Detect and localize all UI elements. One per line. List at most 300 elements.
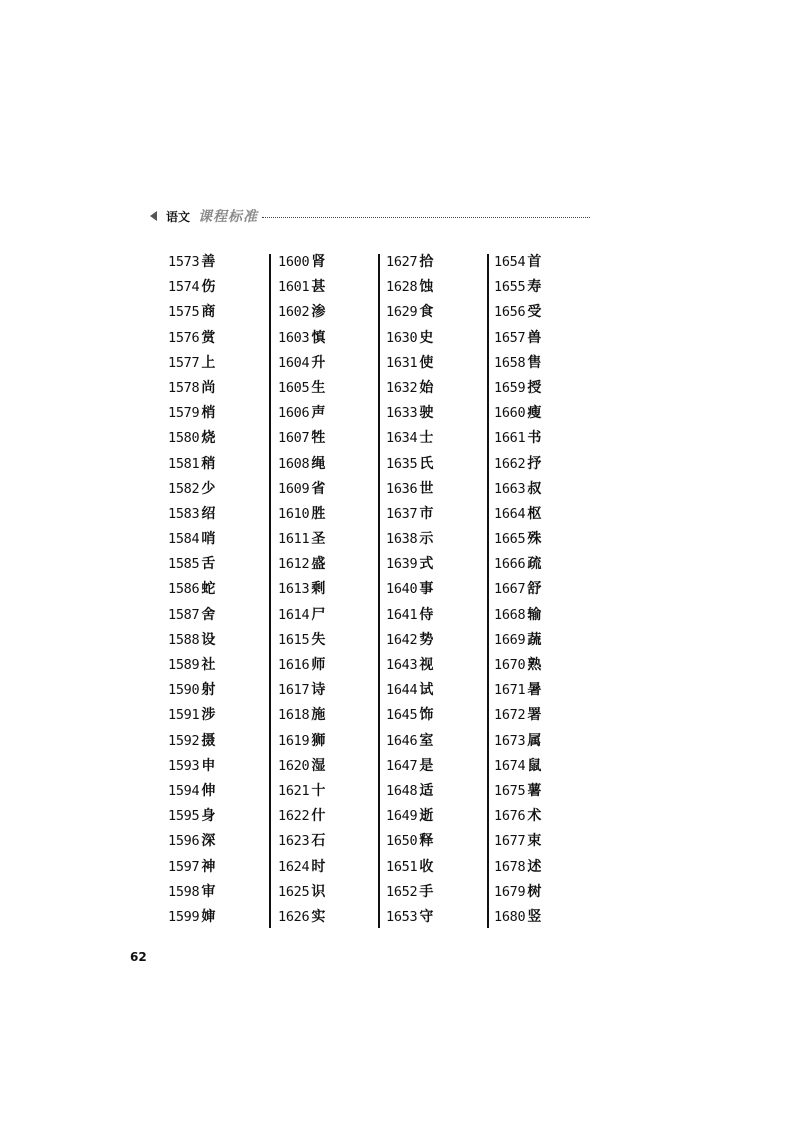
entry-number: 1620	[278, 757, 310, 774]
list-item	[278, 376, 378, 401]
entry-number: 1664	[494, 505, 526, 522]
entry-character: 少	[201, 480, 216, 497]
list-item	[168, 754, 268, 779]
entry-number: 1663	[494, 480, 526, 497]
entry-character: 视	[419, 657, 434, 673]
entry-character: 实	[311, 908, 326, 925]
entry-character: 施	[311, 707, 326, 724]
entry-number: 1618	[278, 707, 310, 724]
entry-character: 输	[527, 606, 542, 623]
entry-character: 舍	[201, 606, 216, 623]
list-item	[278, 300, 378, 325]
entry-number: 1659	[494, 379, 526, 396]
entry-number: 1670	[494, 657, 526, 673]
entry-character: 暑	[527, 682, 542, 699]
list-item	[278, 829, 378, 854]
list-item	[494, 477, 594, 502]
entry-number: 1609	[278, 480, 310, 497]
entry-character: 寿	[527, 279, 542, 296]
entry-character: 拾	[419, 254, 434, 270]
list-item	[386, 779, 486, 804]
entry-character: 申	[201, 757, 216, 774]
entry-character: 梢	[201, 405, 216, 422]
entry-character: 束	[527, 833, 542, 850]
entry-number: 1594	[168, 782, 200, 799]
list-item	[494, 779, 594, 804]
entry-character: 述	[527, 858, 542, 875]
entry-number: 1627	[386, 254, 418, 270]
entry-number: 1628	[386, 279, 418, 296]
entry-number: 1648	[386, 782, 418, 799]
entry-number: 1585	[168, 556, 200, 573]
entry-character: 授	[527, 379, 542, 396]
list-item	[386, 452, 486, 477]
list-item	[494, 855, 594, 880]
list-item	[278, 527, 378, 552]
list-item	[386, 552, 486, 577]
entry-character: 势	[419, 631, 434, 648]
list-item	[386, 703, 486, 728]
entry-character: 枢	[527, 505, 542, 522]
list-item	[494, 703, 594, 728]
list-item	[168, 452, 268, 477]
entry-character: 石	[311, 833, 326, 850]
list-item	[278, 426, 378, 451]
list-item	[278, 653, 378, 678]
entry-number: 1607	[278, 430, 310, 447]
entry-character: 失	[311, 631, 326, 648]
list-item	[494, 300, 594, 325]
list-item	[168, 275, 268, 300]
entry-character: 善	[201, 254, 216, 270]
entry-character: 剩	[311, 581, 326, 598]
list-item	[168, 552, 268, 577]
entry-character: 疏	[527, 556, 542, 573]
entry-character: 始	[419, 379, 434, 396]
list-item	[386, 855, 486, 880]
entry-number: 1633	[386, 405, 418, 422]
entry-number: 1612	[278, 556, 310, 573]
list-item	[278, 452, 378, 477]
list-item	[494, 880, 594, 905]
entry-number: 1661	[494, 430, 526, 447]
list-item	[168, 855, 268, 880]
entry-character: 牲	[311, 430, 326, 447]
entry-character: 事	[419, 581, 434, 598]
list-item	[278, 804, 378, 829]
entry-number: 1588	[168, 631, 200, 648]
entry-number: 1623	[278, 833, 310, 850]
entry-number: 1645	[386, 707, 418, 724]
entry-number: 1603	[278, 329, 310, 346]
entry-character: 鼠	[527, 757, 542, 774]
list-item	[386, 628, 486, 653]
list-item	[386, 653, 486, 678]
entry-number: 1615	[278, 631, 310, 648]
entry-character: 神	[201, 858, 216, 875]
entry-character: 首	[527, 254, 542, 270]
list-item	[278, 250, 378, 275]
list-item	[168, 905, 268, 930]
list-item	[494, 502, 594, 527]
entry-character: 深	[201, 833, 216, 850]
entry-number: 1636	[386, 480, 418, 497]
list-item	[386, 527, 486, 552]
entry-character: 受	[527, 304, 542, 321]
list-item	[278, 729, 378, 754]
entry-character: 射	[201, 682, 216, 699]
list-item	[494, 376, 594, 401]
column-divider	[269, 254, 271, 928]
entry-character: 食	[419, 304, 434, 321]
list-item	[386, 326, 486, 351]
list-item	[278, 905, 378, 930]
entry-number: 1581	[168, 455, 200, 472]
character-column-4	[494, 250, 594, 930]
entry-number: 1593	[168, 757, 200, 774]
entry-character: 是	[419, 757, 434, 774]
list-item	[278, 855, 378, 880]
entry-character: 婶	[201, 908, 216, 925]
list-item	[494, 754, 594, 779]
list-item	[386, 603, 486, 628]
entry-number: 1578	[168, 379, 200, 396]
entry-character: 伤	[201, 279, 216, 296]
entry-number: 1624	[278, 858, 310, 875]
header-title: 课程标准	[198, 209, 259, 225]
page-number: 62	[130, 950, 147, 964]
entry-character: 史	[419, 329, 434, 346]
entry-character: 稍	[201, 455, 216, 472]
entry-number: 1668	[494, 606, 526, 623]
list-item	[386, 275, 486, 300]
entry-character: 式	[419, 556, 434, 573]
list-item	[168, 326, 268, 351]
entry-character: 胜	[311, 505, 326, 522]
entry-number: 1630	[386, 329, 418, 346]
list-item	[386, 401, 486, 426]
entry-character: 市	[419, 505, 434, 522]
entry-number: 1577	[168, 354, 200, 371]
entry-character: 绍	[201, 505, 216, 522]
list-item	[168, 577, 268, 602]
entry-character: 叔	[527, 480, 542, 497]
list-item	[168, 703, 268, 728]
entry-number: 1678	[494, 858, 526, 875]
list-item	[386, 729, 486, 754]
entry-number: 1595	[168, 808, 200, 825]
entry-character: 瘦	[527, 405, 542, 422]
list-item	[494, 653, 594, 678]
list-item	[386, 300, 486, 325]
list-item	[168, 653, 268, 678]
entry-number: 1591	[168, 707, 200, 724]
list-item	[168, 502, 268, 527]
entry-character: 什	[311, 808, 326, 825]
entry-character: 守	[419, 908, 434, 925]
entry-number: 1576	[168, 329, 200, 346]
list-item	[278, 779, 378, 804]
entry-character: 示	[419, 531, 434, 548]
entry-character: 术	[527, 808, 542, 825]
list-item	[278, 326, 378, 351]
entry-number: 1660	[494, 405, 526, 422]
list-item	[278, 577, 378, 602]
entry-character: 慎	[311, 329, 326, 346]
entry-character: 湿	[311, 757, 326, 774]
list-item	[168, 804, 268, 829]
left-arrow-icon	[150, 211, 157, 221]
entry-number: 1579	[168, 405, 200, 422]
entry-character: 甚	[311, 279, 326, 296]
list-item	[494, 275, 594, 300]
entry-number: 1653	[386, 908, 418, 925]
entry-number: 1596	[168, 833, 200, 850]
entry-character: 升	[311, 354, 326, 371]
character-column-3	[386, 250, 486, 930]
list-item	[278, 703, 378, 728]
entry-number: 1672	[494, 707, 526, 724]
entry-number: 1590	[168, 682, 200, 699]
entry-character: 熟	[527, 657, 542, 673]
entry-character: 薯	[527, 782, 542, 799]
entry-number: 1602	[278, 304, 310, 321]
entry-character: 十	[311, 782, 326, 799]
entry-character: 手	[419, 883, 434, 900]
header-subject: 语文	[166, 209, 191, 224]
list-item	[494, 628, 594, 653]
list-item	[278, 678, 378, 703]
entry-character: 师	[311, 657, 326, 673]
entry-character: 收	[419, 858, 434, 875]
entry-number: 1652	[386, 883, 418, 900]
list-item	[168, 376, 268, 401]
list-item	[386, 376, 486, 401]
entry-character: 售	[527, 354, 542, 371]
entry-number: 1574	[168, 279, 200, 296]
entry-number: 1632	[386, 379, 418, 396]
list-item	[494, 603, 594, 628]
entry-number: 1657	[494, 329, 526, 346]
entry-character: 殊	[527, 531, 542, 548]
list-item	[168, 426, 268, 451]
entry-number: 1617	[278, 682, 310, 699]
entry-character: 上	[201, 354, 216, 371]
list-item	[278, 477, 378, 502]
list-item	[494, 426, 594, 451]
entry-character: 盛	[311, 556, 326, 573]
entry-number: 1647	[386, 757, 418, 774]
entry-character: 释	[419, 833, 434, 850]
entry-character: 兽	[527, 329, 542, 346]
entry-number: 1635	[386, 455, 418, 472]
entry-character: 蛇	[201, 581, 216, 598]
entry-number: 1613	[278, 581, 310, 598]
entry-number: 1666	[494, 556, 526, 573]
entry-number: 1582	[168, 480, 200, 497]
list-item	[168, 527, 268, 552]
list-item	[494, 351, 594, 376]
entry-number: 1589	[168, 657, 200, 673]
entry-number: 1608	[278, 455, 310, 472]
entry-number: 1680	[494, 908, 526, 925]
header-dotted-rule	[262, 217, 590, 218]
entry-character: 商	[201, 304, 216, 321]
character-column-1	[168, 250, 268, 930]
entry-number: 1637	[386, 505, 418, 522]
entry-number: 1597	[168, 858, 200, 875]
list-item	[168, 250, 268, 275]
entry-number: 1650	[386, 833, 418, 850]
entry-number: 1622	[278, 808, 310, 825]
entry-character: 逝	[419, 808, 434, 825]
entry-number: 1621	[278, 782, 310, 799]
entry-character: 哨	[201, 531, 216, 548]
list-item	[386, 678, 486, 703]
entry-number: 1634	[386, 430, 418, 447]
list-item	[386, 351, 486, 376]
list-item	[278, 754, 378, 779]
list-item	[494, 829, 594, 854]
entry-number: 1610	[278, 505, 310, 522]
entry-number: 1600	[278, 254, 310, 270]
entry-number: 1619	[278, 732, 310, 749]
entry-character: 烧	[201, 430, 216, 447]
entry-character: 尸	[311, 606, 326, 623]
list-item	[278, 880, 378, 905]
entry-character: 生	[311, 379, 326, 396]
list-item	[168, 401, 268, 426]
entry-number: 1658	[494, 354, 526, 371]
entry-number: 1631	[386, 354, 418, 371]
entry-character: 抒	[527, 455, 542, 472]
list-item	[494, 527, 594, 552]
entry-character: 渗	[311, 304, 326, 321]
entry-character: 赏	[201, 329, 216, 346]
entry-number: 1677	[494, 833, 526, 850]
list-item	[494, 729, 594, 754]
entry-number: 1673	[494, 732, 526, 749]
entry-number: 1598	[168, 883, 200, 900]
list-item	[386, 477, 486, 502]
list-item	[386, 250, 486, 275]
list-item	[386, 880, 486, 905]
list-item	[386, 502, 486, 527]
entry-number: 1605	[278, 379, 310, 396]
list-item	[168, 678, 268, 703]
entry-number: 1676	[494, 808, 526, 825]
entry-number: 1616	[278, 657, 310, 673]
list-item	[386, 829, 486, 854]
list-item	[386, 754, 486, 779]
entry-character: 识	[311, 883, 326, 900]
entry-character: 氏	[419, 455, 434, 472]
entry-number: 1614	[278, 606, 310, 623]
entry-character: 属	[527, 732, 542, 749]
list-item	[168, 779, 268, 804]
entry-number: 1606	[278, 405, 310, 422]
entry-character: 适	[419, 782, 434, 799]
entry-number: 1586	[168, 581, 200, 598]
running-header	[150, 205, 590, 227]
list-item	[386, 577, 486, 602]
entry-character: 使	[419, 354, 434, 371]
list-item	[168, 729, 268, 754]
entry-number: 1640	[386, 581, 418, 598]
entry-number: 1642	[386, 631, 418, 648]
list-item	[386, 905, 486, 930]
list-item	[494, 326, 594, 351]
entry-character: 审	[201, 883, 216, 900]
list-item	[494, 804, 594, 829]
entry-number: 1665	[494, 531, 526, 548]
entry-character: 摄	[201, 732, 216, 749]
entry-character: 竖	[527, 908, 542, 925]
entry-number: 1584	[168, 531, 200, 548]
list-item	[278, 401, 378, 426]
list-item	[494, 250, 594, 275]
entry-character: 诗	[311, 682, 326, 699]
entry-number: 1651	[386, 858, 418, 875]
entry-number: 1679	[494, 883, 526, 900]
entry-character: 圣	[311, 531, 326, 548]
entry-character: 时	[311, 858, 326, 875]
entry-character: 试	[419, 682, 434, 699]
entry-character: 树	[527, 883, 542, 900]
list-item	[168, 300, 268, 325]
entry-character: 署	[527, 707, 542, 724]
entry-number: 1643	[386, 657, 418, 673]
entry-number: 1646	[386, 732, 418, 749]
list-item	[168, 829, 268, 854]
entry-character: 社	[201, 657, 216, 673]
character-column-2	[278, 250, 378, 930]
entry-number: 1656	[494, 304, 526, 321]
entry-number: 1626	[278, 908, 310, 925]
entry-number: 1592	[168, 732, 200, 749]
entry-number: 1575	[168, 304, 200, 321]
entry-character: 蔬	[527, 631, 542, 648]
entry-number: 1599	[168, 908, 200, 925]
entry-character: 省	[311, 480, 326, 497]
list-item	[278, 351, 378, 376]
column-divider	[487, 254, 489, 928]
entry-number: 1674	[494, 757, 526, 774]
list-item	[494, 678, 594, 703]
entry-character: 舌	[201, 556, 216, 573]
list-item	[278, 552, 378, 577]
entry-character: 伸	[201, 782, 216, 799]
entry-character: 肾	[311, 254, 326, 270]
entry-number: 1654	[494, 254, 526, 270]
entry-number: 1662	[494, 455, 526, 472]
list-item	[168, 351, 268, 376]
list-item	[386, 426, 486, 451]
entry-character: 书	[527, 430, 542, 447]
entry-number: 1604	[278, 354, 310, 371]
entry-number: 1667	[494, 581, 526, 598]
entry-number: 1669	[494, 631, 526, 648]
entry-number: 1601	[278, 279, 310, 296]
entry-number: 1629	[386, 304, 418, 321]
entry-number: 1573	[168, 254, 200, 270]
list-item	[168, 477, 268, 502]
entry-number: 1655	[494, 279, 526, 296]
list-item	[278, 502, 378, 527]
list-item	[278, 628, 378, 653]
entry-character: 设	[201, 631, 216, 648]
list-item	[168, 880, 268, 905]
